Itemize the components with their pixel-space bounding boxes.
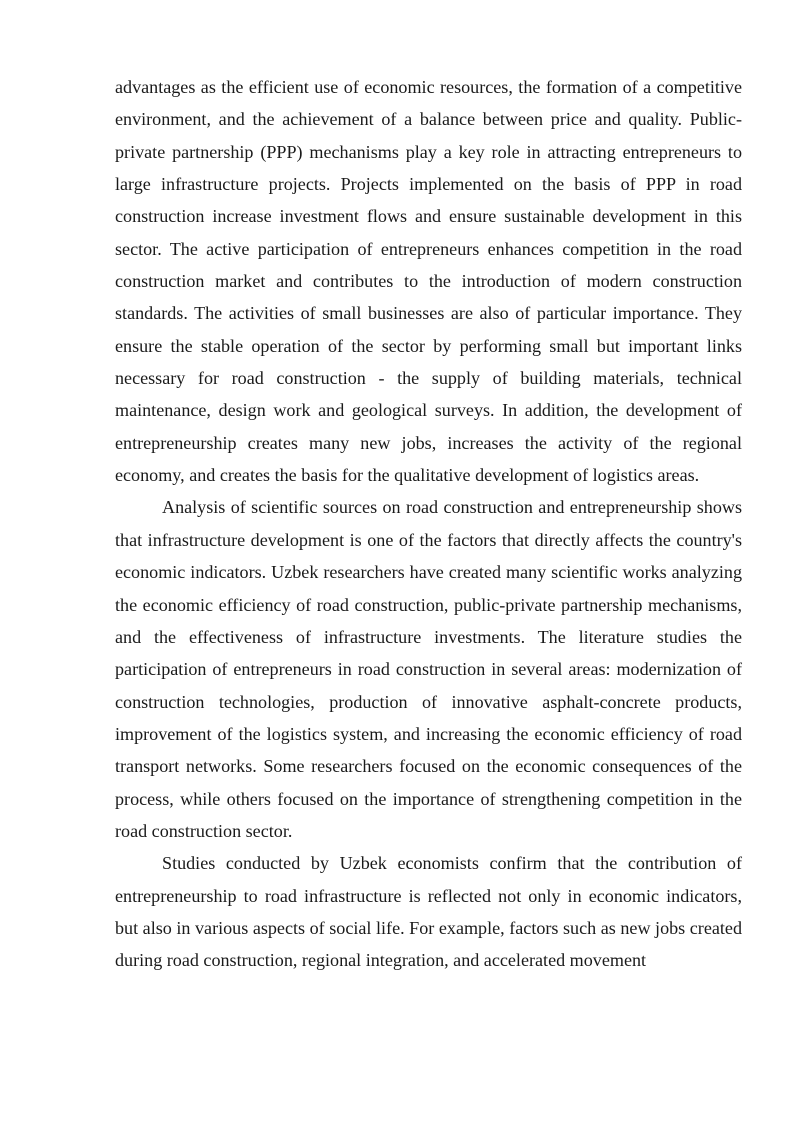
paragraph-continued: advantages as the efficient use of economic resources, the formation of a competitive environment, and the achievement of a balance between price and quality. Public-private partnership (PPP) mechanisms play a key role in attracting entrepreneurs to large infrastructure projects. Projects implemented on the basis of PPP in road construction increase investment flows and ensure sustainable development in this sector. The active participation of entrepreneurs enhances competition in the road construction market and contributes to the introduction of modern construction standards. The activities of small businesses are also of particular importance. They ensure the stable operation of the sector by performing small but important links necessary for road construction - the supply of building materials, technical maintenance, design work and geological surveys. In addition, the development of entrepreneurship creates many new jobs, increases the activity of the regional economy, and creates the basis for the qualitative development of logistics areas.	[115, 77, 742, 486]
paragraph-literature-analysis: Analysis of scientific sources on road construction and entrepreneurship shows that infrastructure development is one of the factors that directly affects the country's economic indicators. Uzbek researchers have created many scientific works analyzing the economic efficiency of road construction, public-private partnership mechanisms, and the effectiveness of infrastructure investments. The literature studies the participation of entrepreneurs in road construction in several areas: modernization of construction technologies, production of innovative asphalt-concrete products, improvement of the logistics system, and increasing the economic efficiency of road transport networks. Some researchers focused on the economic consequences of the process, while others focused on the importance of strengthening competition in the road construction sector.	[115, 497, 742, 841]
paragraph-uzbek-studies: Studies conducted by Uzbek economists confirm that the contribution of entrepreneurship to road infrastructure is reflected not only in economic indicators, but also in various aspects of social life. For example, factors such as new jobs created during road construction, regional integration, and accelerated movement	[115, 853, 742, 971]
document-body	[115, 71, 742, 977]
